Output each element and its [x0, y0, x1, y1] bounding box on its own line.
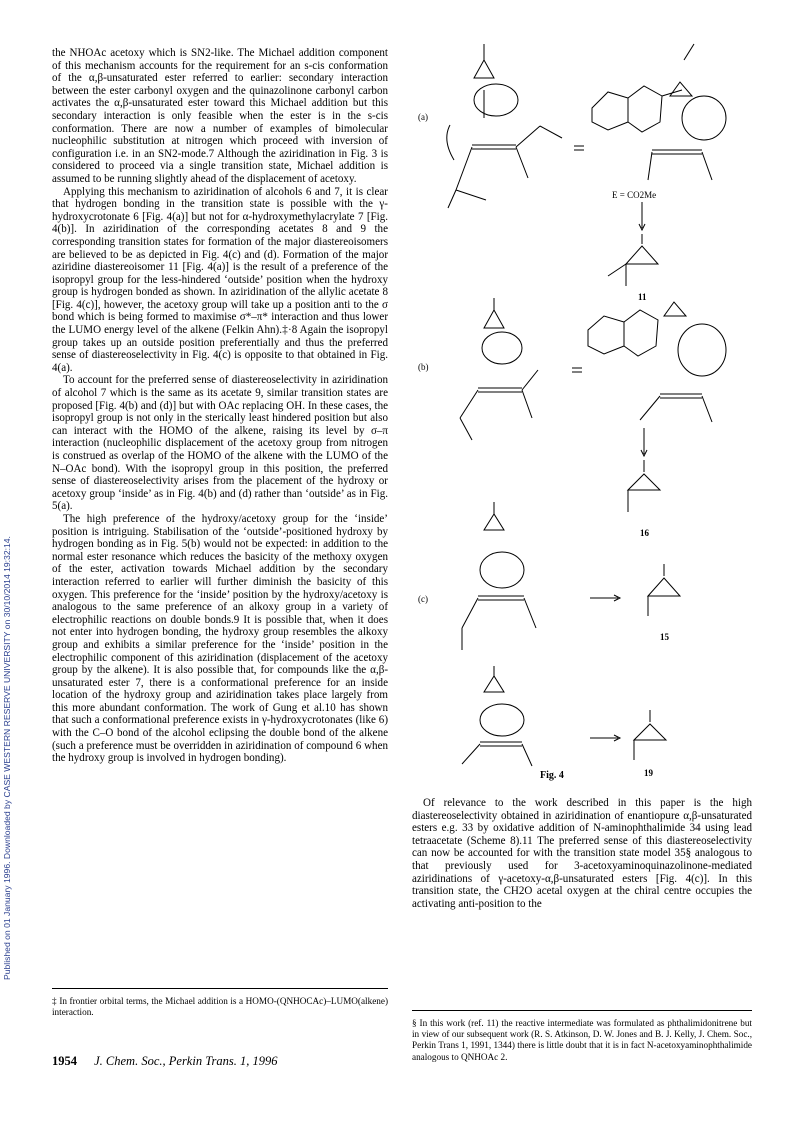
structure-a-left — [447, 44, 562, 208]
aziridine-11 — [608, 234, 658, 286]
structure-b-right — [588, 302, 726, 422]
download-notice-sidebar — [2, 190, 14, 980]
compound-16: 16 — [640, 528, 649, 538]
compound-11: 11 — [638, 292, 647, 302]
label-b: (b) — [418, 362, 429, 372]
download-notice-text: Published on 01 January 1996. Downloaded by CASE WESTERN RESERVE UNIVERSITY on 30/10/2014 19:32:14. — [2, 536, 12, 980]
aziridine-16 — [628, 460, 660, 512]
paragraph-2: Applying this mechanism to aziridination of alcohols 6 and 7, it is clear that hydrogen bonding in the transition state is possible with the γ-hydroxycrotonate 6 [Fig. 4(a)] but not for α-hydroxymethylacrylate 7 [Fig. 4(b)]. In aziridination of the corresponding acetates 8 and 9 the corresponding transition states for formation of the major diastereoisomers are believed to be as depicted in Fig. 4(c) and (d). Formation of the major aziridine diastereoisomer 11 [Fig. 4(a)] is the result of a preference of the isopropyl group for the less-hindered ‘outside’ position when the hydroxy group is hydrogen bonded as shown. In aziridination of the allylic acetate 8 [Fig. 4(c)], however, the acetoxy group will take up a position anti to the σ bond which is being formed to maximise σ*–π* interaction and thus lower the LUMO energy level of the alkene (Felkin Ahn).‡·8 Again the isopropyl group takes up an outside position preferentially and thus the preferred sense of diastereoselectivity in Fig. 4(c) is opposite to that obtained in Fig. 4(a). — [52, 185, 388, 374]
page-footer — [52, 1054, 277, 1069]
label-a: (a) — [418, 112, 428, 122]
footnote-double-dagger: ‡ In frontier orbital terms, the Michael addition is a HOMO-(QNHOCAc)–LUMO(alkene) interaction. — [52, 996, 388, 1018]
structure-d-left — [462, 666, 532, 766]
compound-15: 15 — [660, 632, 669, 642]
footnote-divider-right — [412, 1010, 752, 1011]
figure-4-drawing — [412, 30, 752, 782]
left-column — [52, 47, 388, 765]
structure-b-left — [460, 298, 538, 440]
right-column — [412, 797, 752, 910]
page-number: 1954 — [52, 1054, 77, 1068]
aziridine-19 — [634, 710, 666, 760]
figure-caption: Fig. 4 — [540, 770, 564, 781]
label-c: (c) — [418, 594, 428, 604]
paragraph-1: the NHOAc acetoxy which is SN2-like. The Michael addition component of this mechanism accounts for the requirement for an s-cis conformation of the α,β-unsaturated ester referred to earlier: secondary interaction between the ester carbonyl oxygen and the quinazolinone carbonyl carbon activates the α,β-unsaturated ester toward this Michael addition but this secondary interaction is only feasible when the ester is in the s-cis conformation. There are now a number of examples of bimolecular nucleophilic substitution at nitrogen which proceed with inversion of configuration i.e. in an SN2-mode.7 Although the aziridination in Fig. 3 is considered to proceed via a single transition state, Michael addition is assumed to be running slightly ahead of the displacement of acetoxy. — [52, 47, 388, 185]
right-paragraph-1: Of relevance to the work described in this paper is the high diastereoselectivity obtained in aziridination of enantiopure α,β-unsaturated esters e.g. 33 by oxidative addition of N-aminophthalimide 34 using lead tetraacetate (Scheme 8).11 The preferred sense of this diastereoselectivity can now be accounted for with the transition state model 35§ analogous to that previously used for 3-acetoxyaminoquinazolinone-mediated aziridinations of γ-acetoxy-α,β-unsaturated esters [Fig. 4(c)]. In this transition state, the CH2O acetal oxygen at the chiral centre occupies the activating anti-position to the — [412, 797, 752, 910]
figure-4 — [412, 30, 752, 782]
e-definition: E = CO2Me — [612, 190, 657, 200]
structure-c-left — [462, 502, 536, 650]
compound-19: 19 — [644, 768, 653, 778]
footnote-section: § In this work (ref. 11) the reactive intermediate was formulated as phthalimidonitrene but in view of our subsequent work (R. S. Atkinson, D. W. Jones and B. J. Kelly, J. Chem. Soc., Perkin Trans 1, 1991, 1344) there is little doubt that it is in fact N-acetoxyaminophthalimide analogous to QNHOAc 2. — [412, 1018, 752, 1062]
structure-a-right — [592, 44, 726, 180]
aziridine-15 — [648, 564, 680, 616]
journal-reference: J. Chem. Soc., Perkin Trans. 1, 1996 — [94, 1054, 278, 1068]
footnote-divider — [52, 988, 388, 989]
paragraph-4: The high preference of the hydroxy/acetoxy group for the ‘inside’ position is intriguing. Stabilisation of the ‘outside’-positioned hydroxy by hydrogen bonding as in Fig. 5(b) would not be expected: in addition to the normal ester resonance which reduces the basicity of the methoxy oxygen of the ester, activation towards Michael addition by the secondary interaction referred to earlier will further diminish the basicity of this oxygen. This preference for the ‘inside’ position by the hydroxy/acetoxy is analogous to the same preference of an alkoxy group in a variety of electrophilic reactions on double bonds.9 It is possible that, when it does not enter into hydrogen bonding, the hydroxy group resembles the alkoxy group and exhibits a similar preference for the ‘inside’ position in the electrophilic component of this aziridination (displacement of the acetoxy group by the alkene). It is also possible that, for compounds like the α,β-unsaturated ester 7, there is a conformational preference for an inside location of the hydroxy group and aziridination takes place largely from this more abundant conformation. The work of Gung et al.10 has shown that such a conformational preference exists in γ-hydroxycrotonates (like 6) with the C–O bond of the alcohol eclipsing the double bond of the alkene (such a preference must be overridden in aziridination of compound 6 when the hydroxy group is involved in hydrogen bonding). — [52, 512, 388, 765]
paragraph-3: To account for the preferred sense of diastereoselectivity in aziridination of alcohol 7 which is the same as its acetate 9, similar transition states are proposed [Fig. 4(b) and (d)] but with OAc replacing OH. In these cases, the isopropyl group is not only in the sterically least hindered position but also can interact with the HOMO of the alkene, raising its level by σ–π interaction (nucleophilic displacement of the acetoxy group from nitrogen is construed as overlap of the HOMO of the alkene with the LUMO of the N–OAc bond). With the isopropyl group in this position, the preferred sense of diastereoselectivity arises from the placement of the hydroxy or acetoxy group ‘inside’ as in Fig. 4(b) and (d) rather than ‘outside’ as in Fig. 5(a). — [52, 374, 388, 513]
